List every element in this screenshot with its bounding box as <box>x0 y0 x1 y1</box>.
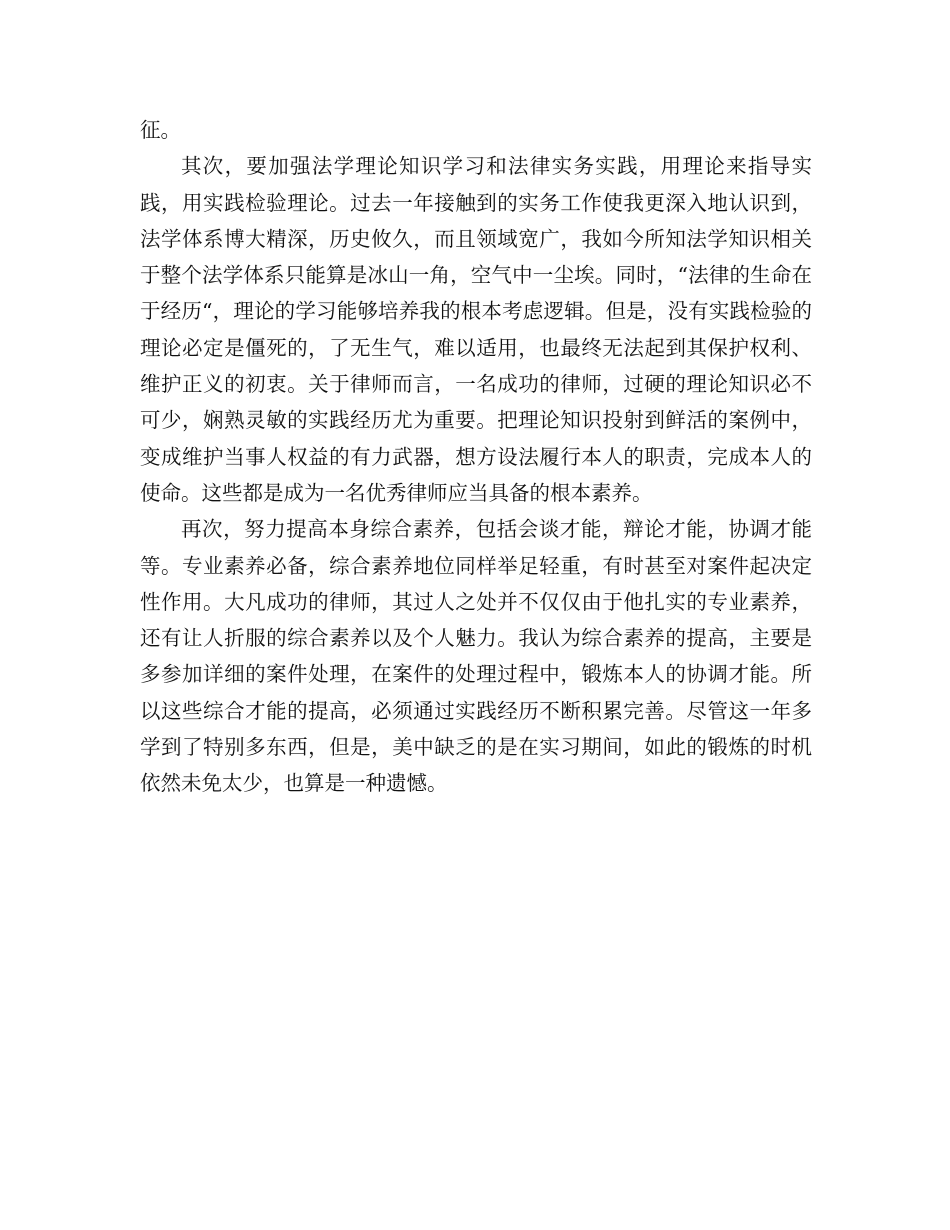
paragraph-continuation: 征。 <box>140 118 181 142</box>
document-body <box>140 112 812 802</box>
paragraph-theory-and-practice: 其次，要加强法学理论知识学习和法律实务实践，用理论来指导实践，用实践检验理论。过去一年接触到的实务工作使我更深入地认识到，法学体系博大精深，历史攸久，而且领域宽广，我如今所知法学知识相关于整个法学体系只能算是冰山一角，空气中一尘埃。同时，“法律的生命在于经历“，理论的学习能够培养我的根本考虑逻辑。但是，没有实践检验的理论必定是僵死的，了无生气，难以适用，也最终无法起到其保护权利、维护正义的初衷。关于律师而言，一名成功的律师，过硬的理论知识必不可少，娴熟灵敏的实践经历尤为重要。把理论知识投射到鲜活的案例中，变成维护当事人权益的有力武器，想方设法履行本人的职责，完成本人的使命。这些都是成为一名优秀律师应当具备的根本素养。 <box>140 154 812 505</box>
paragraph-comprehensive-qualities: 再次，努力提高本身综合素养，包括会谈才能，辩论才能，协调才能等。专业素养必备，综合素养地位同样举足轻重，有时甚至对案件起决定性作用。大凡成功的律师，其过人之处并不仅仅由于他扎实的专业素养，还有让人折服的综合素养以及个人魅力。我认为综合素养的提高，主要是多参加详细的案件处理，在案件的处理过程中，锻炼本人的协调才能。所以这些综合才能的提高，必须通过实践经历不断积累完善。尽管这一年多学到了特别多东西，但是，美中缺乏的是在实习期间，如此的锻炼的时机依然未免太少，也算是一种遗憾。 <box>140 517 812 796</box>
